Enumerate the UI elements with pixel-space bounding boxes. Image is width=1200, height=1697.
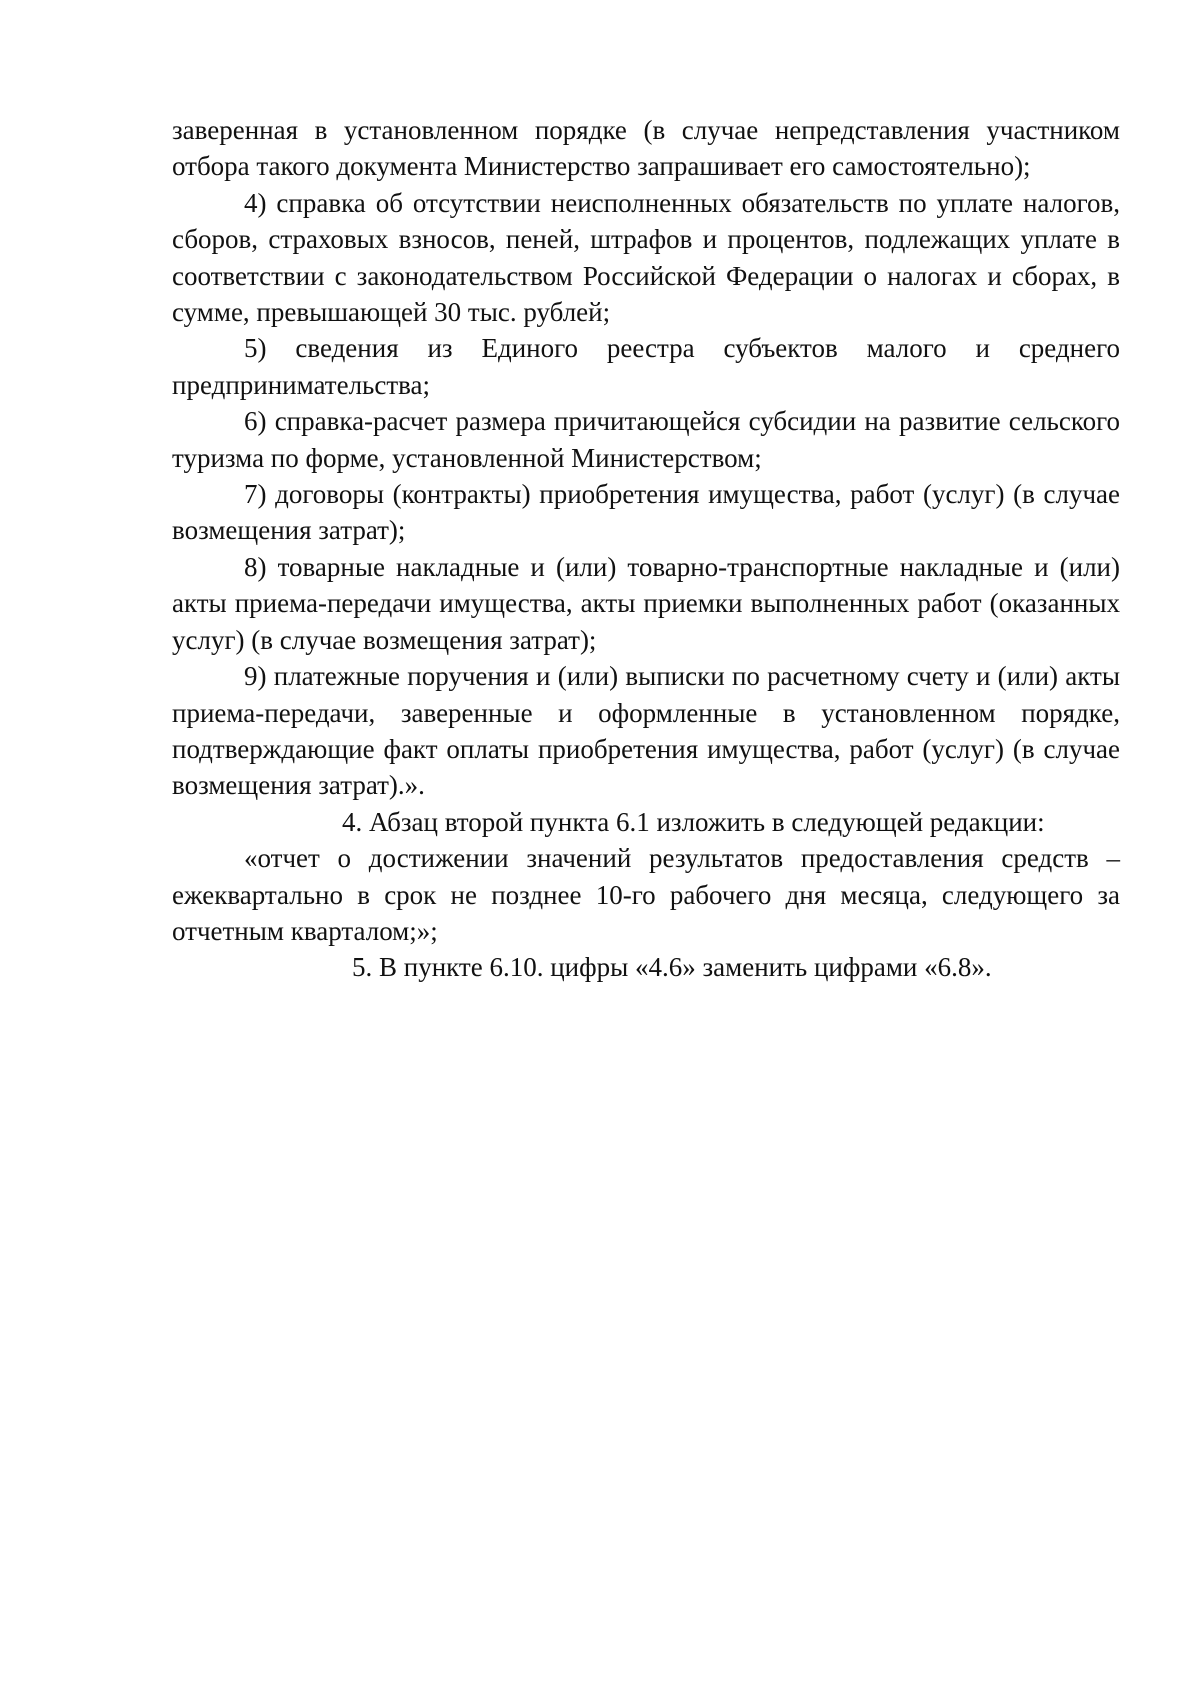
list-item-8: 8) товарные накладные и (или) товарно-транспортные накладные и (или) акты приема-передачи имущества, акты приемки выполненных работ (оказанных услуг) (в случае возмещения затрат); — [172, 551, 1120, 655]
amendment-4: 4. Абзац второй пункта 6.1 изложить в следующей редакции: — [342, 806, 1045, 837]
list-item-9: 9) платежные поручения и (или) выписки по расчетному счету и (или) акты приема-передачи, заверенные и оформленные в установленном порядке, подтверждающие факт оплаты приобретения имущества, работ (услуг) (в случае возмещения затрат).». — [172, 661, 1120, 801]
list-item-5: 5) сведения из Единого реестра субъектов малого и среднего предпринимательства; — [172, 333, 1120, 400]
amendment-5: 5. В пункте 6.10. цифры «4.6» заменить цифрами «6.8». — [352, 952, 992, 983]
quoted-text: «отчет о достижении значений результатов предоставления средств – ежеквартально в срок не позднее 10-го рабочего дня месяца, следующего за отчетным кварталом;»; — [172, 843, 1120, 946]
list-item-4: 4) справка об отсутствии неисполненных обязательств по уплате налогов, сборов, страховых взносов, пеней, штрафов и процентов, подлежащих уплате в соответствии с законодательством Российской Федерации о налогах и сборах, в сумме, превышающей 30 тыс. рублей; — [172, 187, 1120, 328]
paragraph-continuation: заверенная в установленном порядке (в случае непредставления участником отбора такого документа Министерство запрашивает его самостоятельно); — [172, 115, 1120, 182]
list-item-6: 6) справка-расчет размера причитающейся субсидии на развитие сельского туризма по форме, установленной Министерством; — [172, 406, 1120, 473]
list-item-7: 7) договоры (контракты) приобретения имущества, работ (услуг) (в случае возмещения затрат); — [172, 479, 1120, 546]
document-page — [172, 112, 1120, 986]
